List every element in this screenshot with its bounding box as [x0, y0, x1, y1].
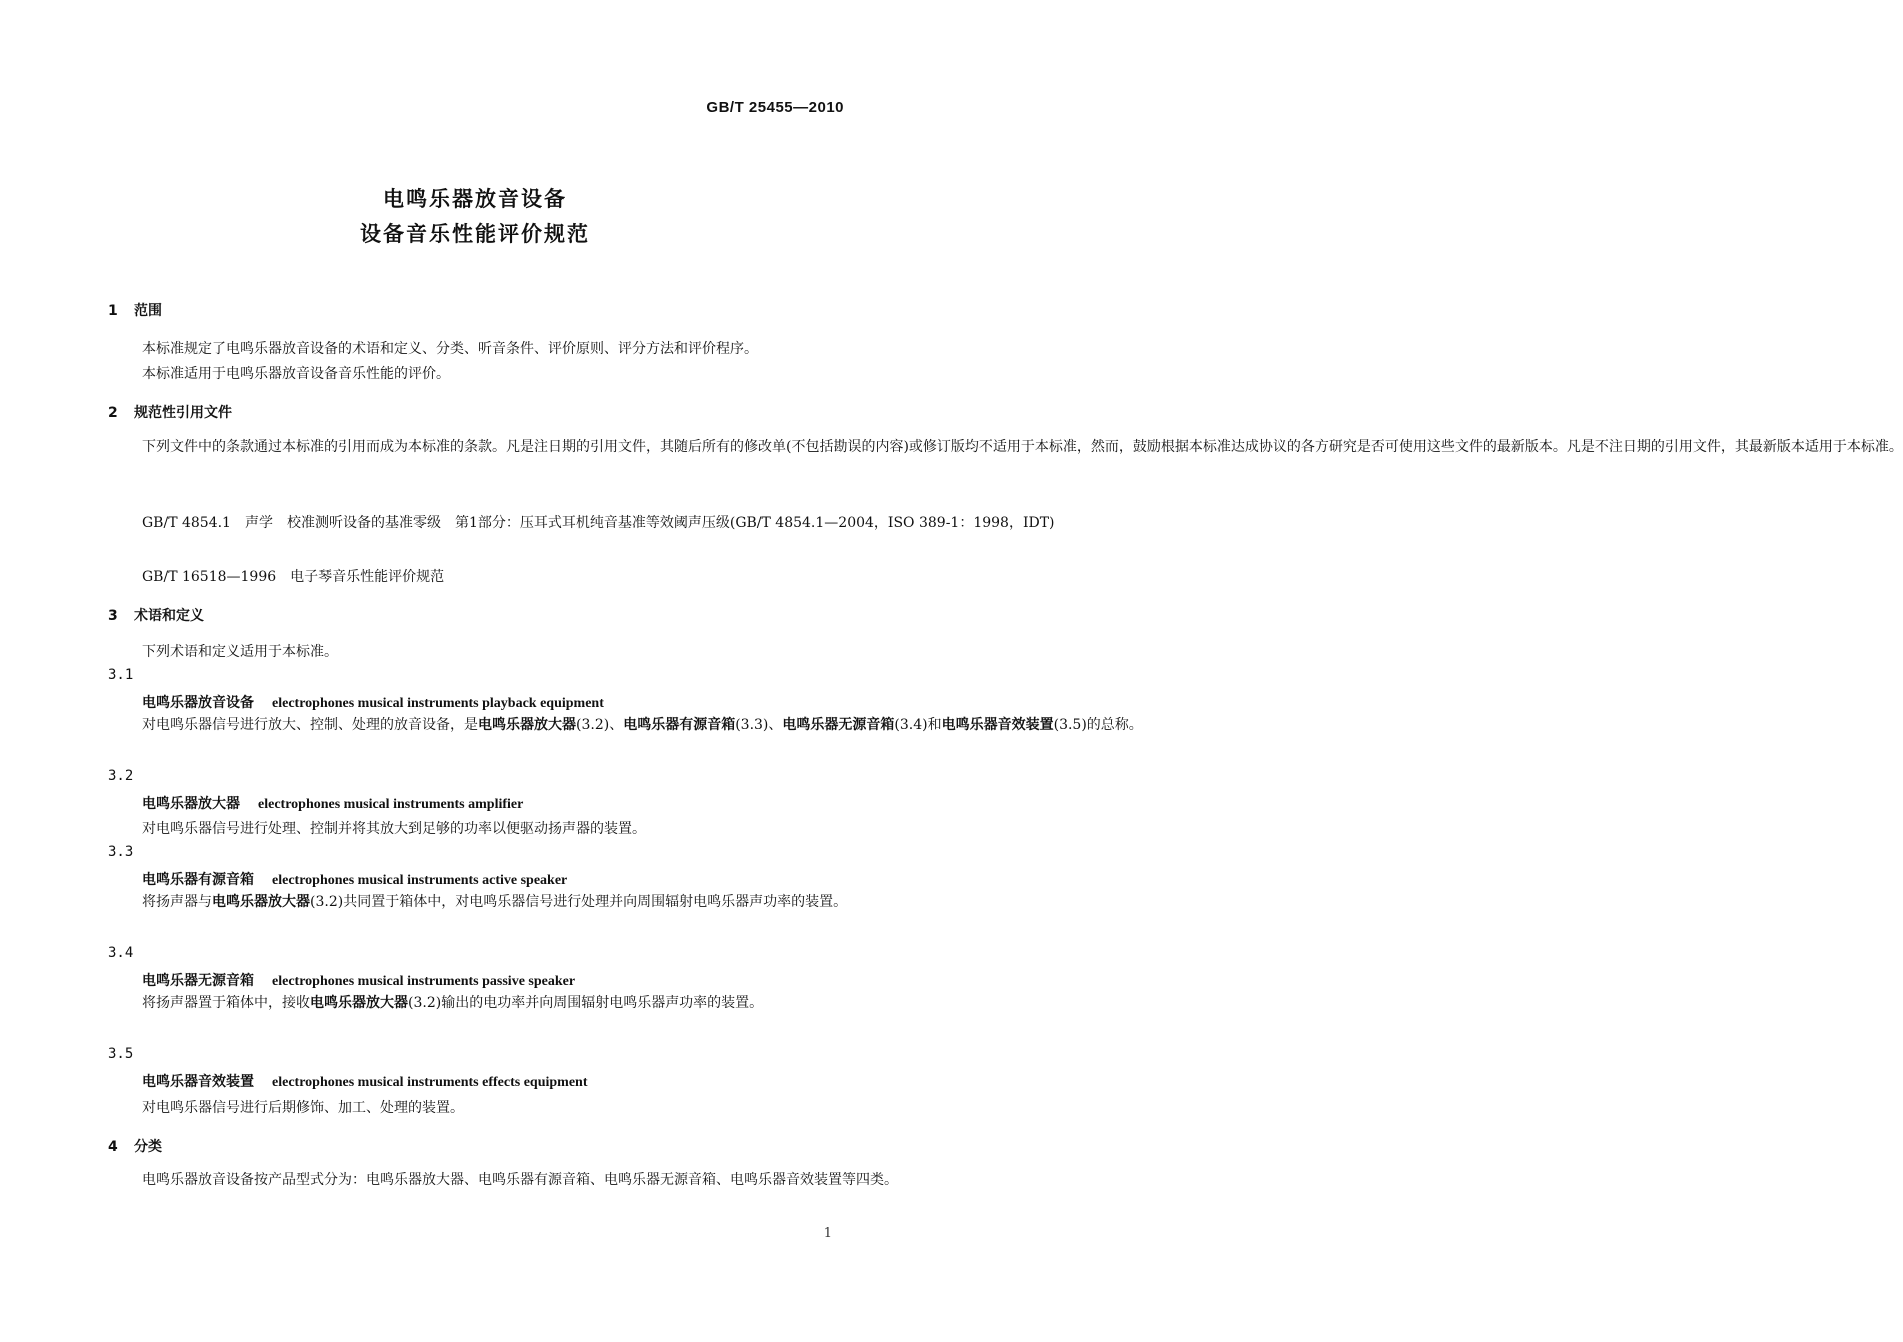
clause-number-3-4: 3.4	[108, 945, 134, 961]
definition-3-3: 将扬声器与电鸣乐器放大器(3.2)共同置于箱体中，对电鸣乐器信号进行处理并向周围辐射电鸣乐器声功率的装置。	[142, 894, 848, 910]
section-1-paragraph-2: 本标准适用于电鸣乐器放音设备音乐性能的评价。	[142, 366, 450, 382]
section-4-heading	[108, 1136, 162, 1156]
section-title: 范围	[134, 303, 162, 319]
term-3-3	[142, 869, 567, 889]
term-3-2	[142, 793, 523, 813]
term-reference: 电鸣乐器有源音箱	[623, 717, 736, 733]
section-number: 2	[108, 405, 118, 421]
term-english: electrophones musical instruments playback equipment	[272, 696, 604, 711]
section-number: 1	[108, 303, 118, 319]
clause-number-3-2: 3.2	[108, 768, 134, 784]
definition-3-5: 对电鸣乐器信号进行后期修饰、加工、处理的装置。	[142, 1100, 464, 1116]
section-2-paragraph-1: 下列文件中的条款通过本标准的引用而成为本标准的条款。凡是注日期的引用文件，其随后所有的修改单(不包括勘误的内容)或修订版均不适用于本标准，然而，鼓励根据本标准达成协议的各方研究是否可使用这些文件的最新版本。凡是不注日期的引用文件，其最新版本适用于本标准。	[142, 439, 1903, 455]
clause-number-3-5: 3.5	[108, 1046, 134, 1062]
definition-3-1: 对电鸣乐器信号进行放大、控制、处理的放音设备，是电鸣乐器放大器(3.2)、电鸣乐器有源音箱(3.3)、电鸣乐器无源音箱(3.4)和电鸣乐器音效装置(3.5)的总称。	[142, 717, 1143, 733]
term-reference: 电鸣乐器无源音箱	[782, 717, 895, 733]
section-3-intro: 下列术语和定义适用于本标准。	[142, 644, 338, 660]
term-chinese: 电鸣乐器放音设备	[142, 695, 254, 711]
section-4-paragraph-1: 电鸣乐器放音设备按产品型式分为：电鸣乐器放大器、电鸣乐器有源音箱、电鸣乐器无源音箱、电鸣乐器音效装置等四类。	[142, 1172, 898, 1188]
term-reference: 电鸣乐器放大器	[310, 995, 408, 1011]
definition-3-4: 将扬声器置于箱体中，接收电鸣乐器放大器(3.2)输出的电功率并向周围辐射电鸣乐器声功率的装置。	[142, 995, 764, 1011]
standard-number: GB/T 25455—2010	[706, 99, 844, 116]
section-1-paragraph-1: 本标准规定了电鸣乐器放音设备的术语和定义、分类、听音条件、评价原则、评分方法和评价程序。	[142, 341, 758, 357]
term-chinese: 电鸣乐器放大器	[142, 796, 240, 812]
section-2-heading	[108, 402, 232, 422]
term-chinese: 电鸣乐器无源音箱	[142, 973, 254, 989]
page-number: 1	[823, 1226, 832, 1241]
normative-reference-2: GB/T 16518—1996 电子琴音乐性能评价规范	[142, 569, 445, 585]
term-english: electrophones musical instruments active speaker	[272, 873, 568, 888]
term-english: electrophones musical instruments passive speaker	[272, 974, 576, 989]
section-title: 规范性引用文件	[134, 405, 232, 421]
term-3-4	[142, 970, 575, 990]
clause-number-3-1: 3.1	[108, 667, 134, 683]
clause-number-3-3: 3.3	[108, 844, 134, 860]
section-number: 3	[108, 608, 118, 624]
section-3-heading	[108, 605, 204, 625]
section-title: 分类	[134, 1139, 162, 1155]
section-number: 4	[108, 1139, 118, 1155]
definition-3-2: 对电鸣乐器信号进行处理、控制并将其放大到足够的功率以便驱动扬声器的装置。	[142, 821, 646, 837]
section-1-heading	[108, 300, 162, 320]
term-chinese: 电鸣乐器有源音箱	[142, 872, 254, 888]
term-english: electrophones musical instruments amplifier	[258, 797, 524, 812]
term-reference: 电鸣乐器音效装置	[941, 717, 1054, 733]
normative-reference-1: GB/T 4854.1 声学 校准测听设备的基准零级 第1部分：压耳式耳机纯音基准等效阈声压级(GB/T 4854.1—2004，ISO 389-1：1998，IDT)	[142, 515, 1055, 531]
title-line-1: 电鸣乐器放音设备	[383, 187, 567, 211]
term-3-5	[142, 1071, 588, 1091]
term-reference: 电鸣乐器放大器	[212, 894, 310, 910]
section-title: 术语和定义	[134, 608, 204, 624]
term-3-1	[142, 692, 604, 712]
term-reference: 电鸣乐器放大器	[478, 717, 576, 733]
title-line-2: 设备音乐性能评价规范	[360, 222, 590, 246]
term-chinese: 电鸣乐器音效装置	[142, 1074, 254, 1090]
term-english: electrophones musical instruments effects equipment	[272, 1075, 588, 1090]
